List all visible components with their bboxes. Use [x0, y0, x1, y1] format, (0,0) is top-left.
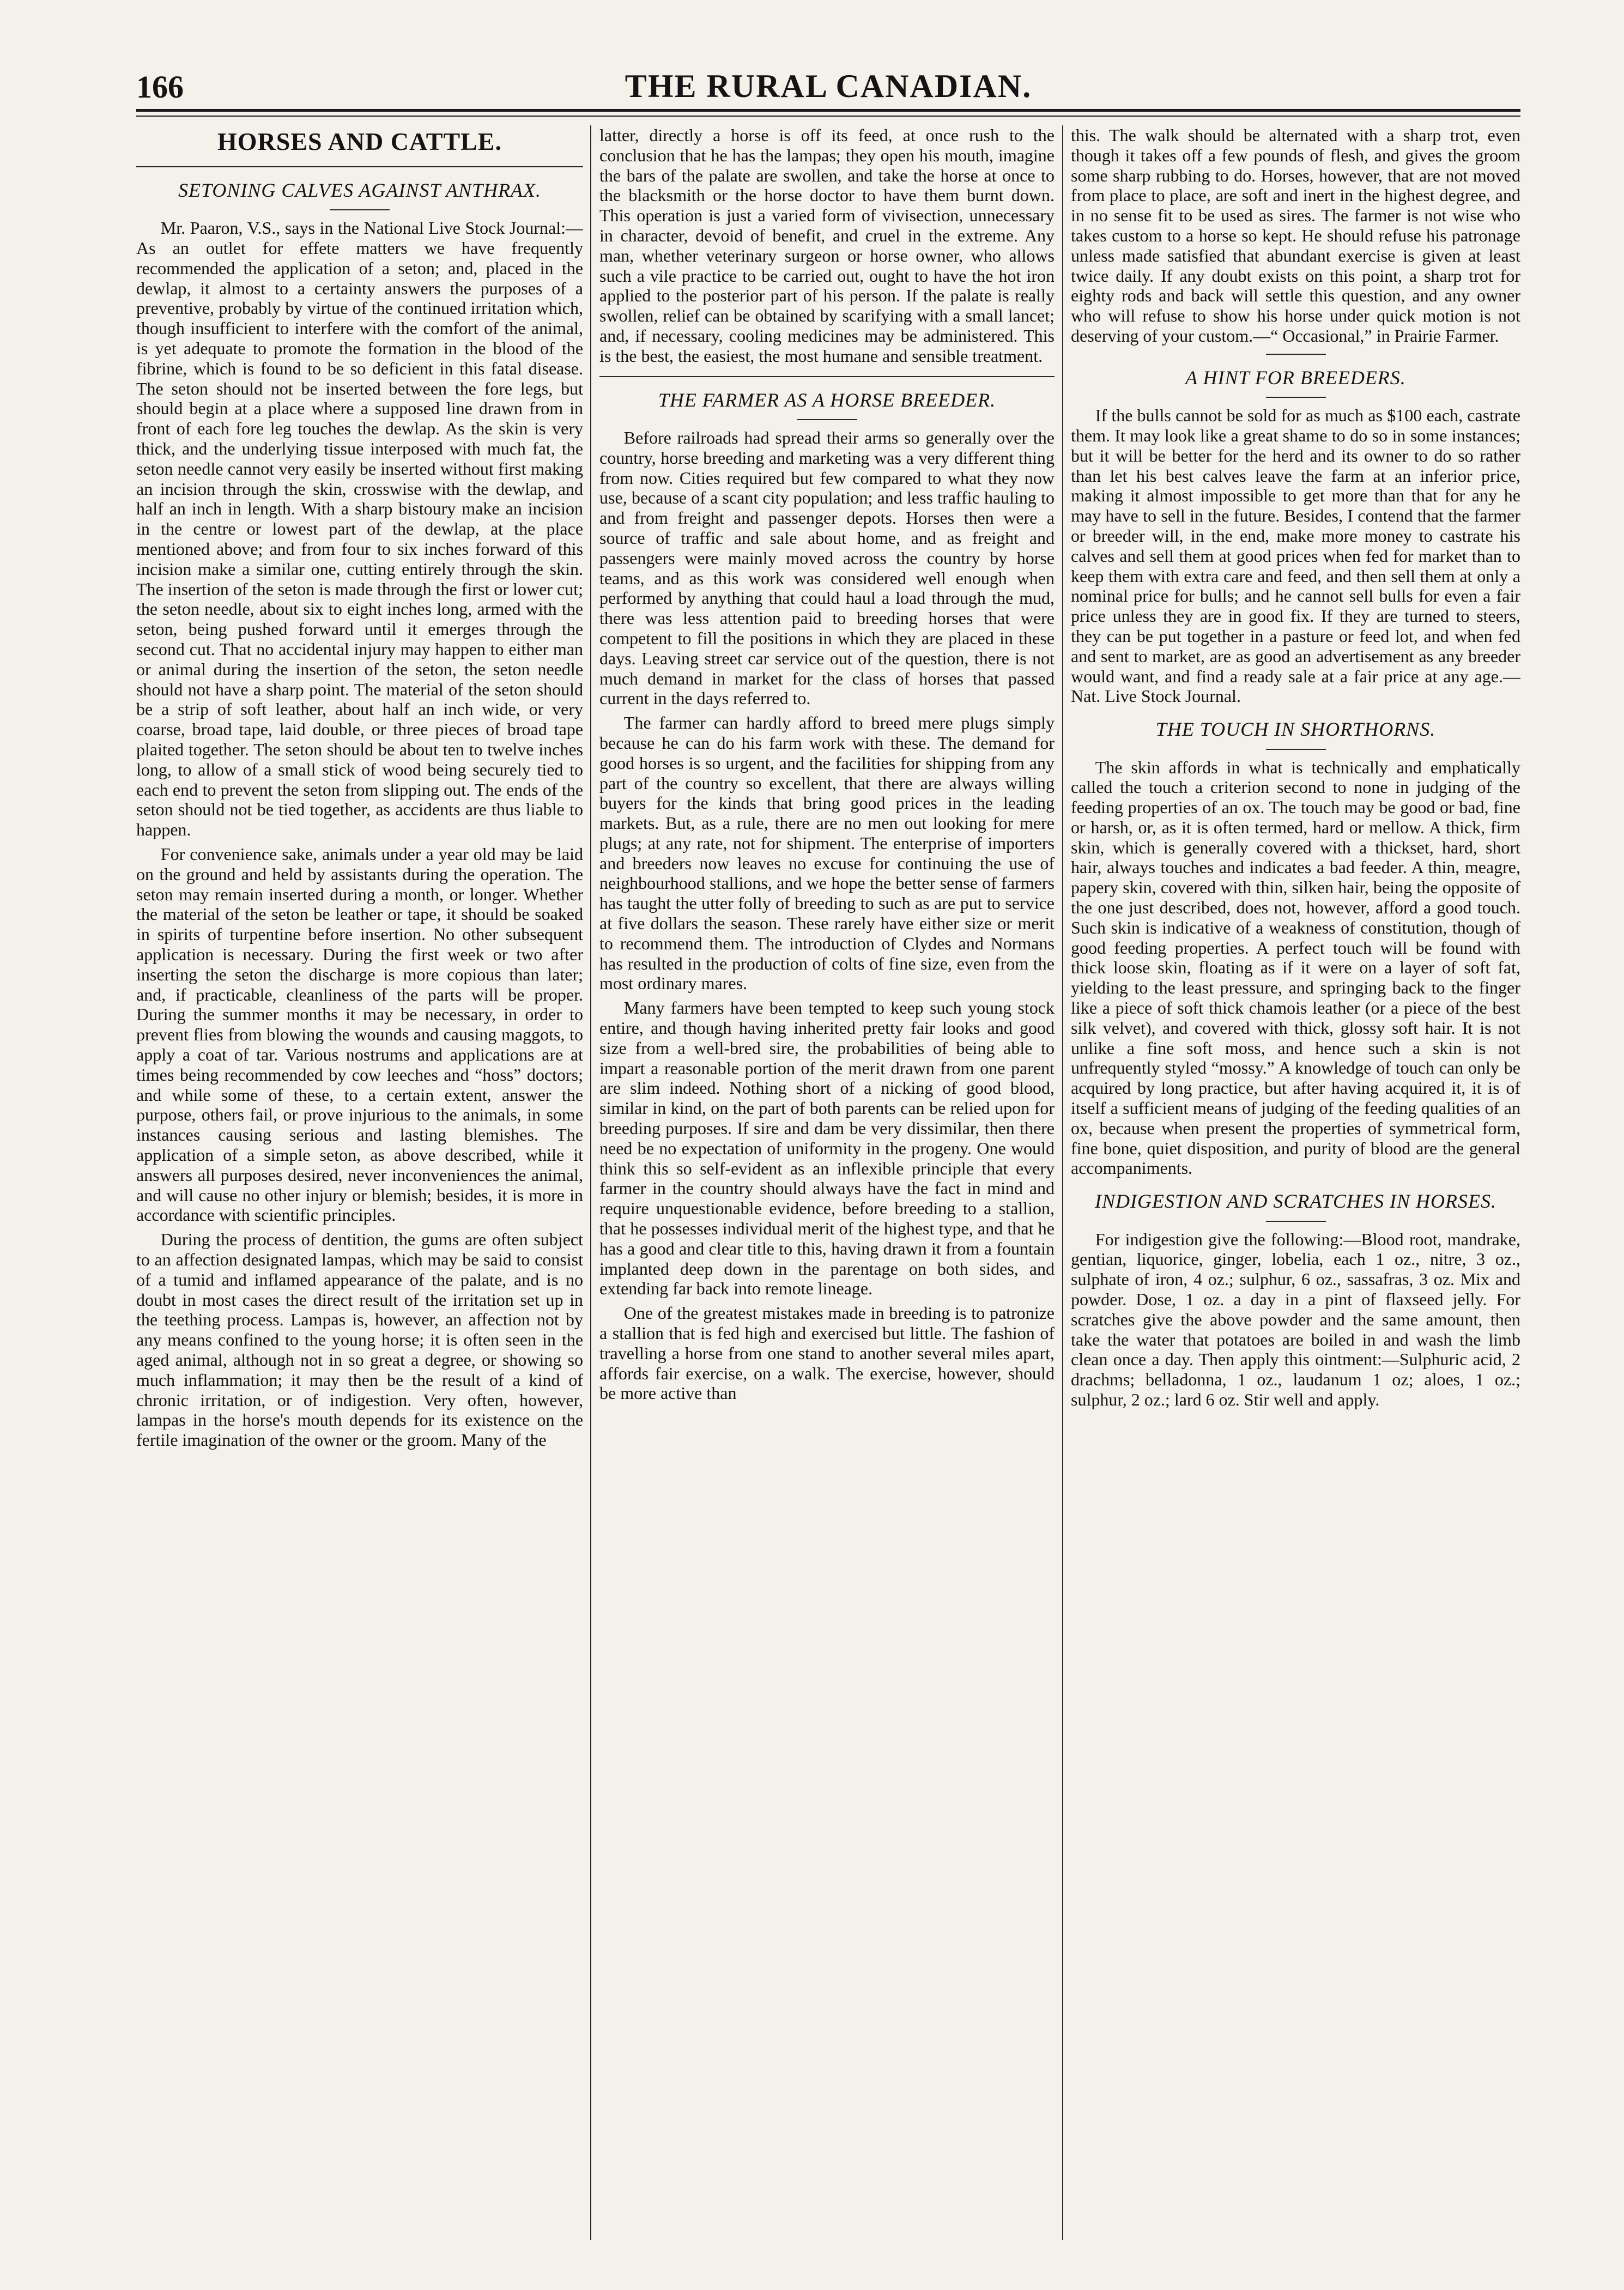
column-2	[599, 125, 1055, 2240]
rule	[599, 376, 1055, 377]
rule	[1266, 749, 1326, 750]
rule	[330, 209, 390, 210]
column-divider	[1062, 125, 1063, 2240]
rule	[1266, 397, 1326, 398]
column-divider	[590, 125, 591, 2240]
header-rule-thin	[136, 116, 1520, 117]
paragraph: The skin affords in what is technically and emphatically called the touch a criterion second to none in judging of the feeding properties of an ox. The touch may be good or bad, fine or harsh, or, as it is often termed, hard or mellow. A thick, firm skin, which is generally covered with a thickset, hard, short hair, always touches and indicates a bad feeder. A thin, meagre, papery skin, covered with thin, silken hair, being the opposite of the one just described, does not, however, afford a good touch. Such skin is indicative of a weakness of constitution, though of good feeding properties. A perfect touch will be found with thick loose skin, floating as if it were on a layer of soft fat, yielding to the least pressure, and springing back to the finger like a piece of soft thick chamois leather (or a piece of the best silk velvet), and covered with thick, glossy soft hair. It is not unlike a fine soft moss, and hence such a skin is not unfrequently styled “mossy.” A knowledge of touch can only be acquired by long practice, but after having acquired it, it is of itself a sufficient means of judging of the feeding qualities of an ox, because when present the properties of symmetrical form, fine bone, quiet disposition, and purity of blood are the general accompaniments.	[1071, 757, 1520, 1178]
paragraph: this. The walk should be alternated with a sharp trot, even though it takes off a few pounds of flesh, and gives the groom some sharp rubbing to do. Horses, however, that are not moved from place to place, are soft and inert in the highest degree, and in no sense fit to be used as sires. The farmer is not wise who takes custom to a horse so kept. He should refuse his patronage unless made satisfied that abundant exercise is given at least twice daily. If any doubt exists on this point, a sharp trot for eighty rods and back will settle this question, and any owner who will refuse to show his horse under quick motion is not deserving of your custom.—“ Occasional,” in Prairie Farmer.	[1071, 125, 1520, 346]
rule	[136, 166, 583, 167]
rule	[1266, 1221, 1326, 1222]
header-rule-thick	[136, 109, 1520, 112]
column-3	[1071, 125, 1520, 2240]
article-heading: THE FARMER AS A HORSE BREEDER.	[658, 389, 996, 411]
page-number: 166	[136, 69, 184, 105]
section-title: HORSES AND CATTLE.	[217, 128, 502, 155]
page-header	[136, 64, 1520, 108]
paragraph: The farmer can hardly afford to breed mere plugs simply because he can do his farm work with these. The demand for good horses is so urgent, and the facilities for shipping from any part of the country so excellent, that there are always willing buyers for the kinds that bring good prices in the leading markets. But, as a rule, there are no men out looking for mere plugs; at any rate, not for shipment. The enterprise of importers and breeders now leaves no excuse for continuing the use of neighbourhood stallions, and we hope the better sense of farmers has taught the utter folly of breeding to such as are put to service at five dollars the season. These rarely have either size or merit to recommend them. The introduction of Clydes and Normans has resulted in the production of colts of fine size, even from the most ordinary mares.	[599, 713, 1055, 993]
article-heading: A HINT FOR BREEDERS.	[1185, 366, 1406, 389]
paragraph: For convenience sake, animals under a year old may be laid on the ground and held by assistants during the operation. The seton may remain inserted during a month, or longer. Whether the material of the seton be leather or tape, it should be soaked in spirits of turpentine before insertion. No other subsequent application is necessary. During the first week or two after inserting the seton the discharge is more copious than later; and, if practicable, cleanliness of the parts will be proper. During the summer months it may be necessary, in order to prevent flies from blowing the wounds and causing maggots, to apply a coat of tar. Various nostrums and applications are at times being recommended by cow leeches and “hoss” doctors; and while some of these, to a certain extent, answer the purpose, others fail, or prove injurious to the animals, in some instances causing serious and lasting blemishes. The application of a simple seton, as above described, while it answers all purposes desired, never inconveniences the animal, and will cause no other injury or blemish; besides, it is more in accordance with scientific principles.	[136, 844, 583, 1225]
column-1	[136, 125, 583, 2240]
paragraph: One of the greatest mistakes made in breeding is to patronize a stallion that is fed high and exercised but little. The fashion of travelling a horse from one stand to another several miles apart, affords fair exercise, on a walk. The exercise, however, should be more active than	[599, 1303, 1055, 1403]
paragraph: For indigestion give the following:—Blood root, mandrake, gentian, liquorice, ginger, lobelia, each 1 oz., nitre, 3 oz., sulphate of iron, 4 oz.; sulphur, 6 oz., sassafras, 3 oz. Mix and powder. Dose, 1 oz. a day in a pint of flaxseed jelly. For scratches give the above powder and the same amount, then take the water that potatoes are boiled in and wash the limb clean once a day. Then apply this ointment:—Sulphuric acid, 2 drachms; belladonna, 1 oz., laudanum 1 oz; aloes, 1 oz.; sulphur, 2 oz.; lard 6 oz. Stir well and apply.	[1071, 1229, 1520, 1409]
paragraph: If the bulls cannot be sold for as much as $100 each, castrate them. It may look like a great shame to do so in some instances; but it will be better for the herd and its owner to do so rather than let his best calves leave the farm at an inferior price, making it almost impossible to get more than that for any he may have to sell in the future. Besides, I contend that the farmer or breeder will, in the end, make more money to castrate his calves and sell them at good prices when fed for market than to keep them with extra care and feed, and then sell them at only a nominal price for bulls; and he cannot sell bulls for even a fair price unless they are in good fix. If they are turned to steers, they can be put together in a pasture or feed lot, and when fed and sent to market, are as good an advertisement as any breeder would want, and find a ready sale at a fair price at any age.—Nat. Live Stock Journal.	[1071, 405, 1520, 706]
paragraph: Many farmers have been tempted to keep such young stock entire, and though having inherited pretty fair looks and good size from a well-bred sire, the probabilities of being able to impart a reasonable portion of the merit drawn from one parent are slim indeed. Nothing short of a nicking of good blood, similar in kind, on the part of both parents can be relied upon for breeding purposes. If sire and dam be very dissimilar, then there need be no expectation of uniformity in the progeny. One would think this so self-evident as an inflexible principle that every farmer in the country should always have the fact in mind and require unquestionable evidence, before breeding to a stallion, that he possesses individual merit of the highest type, and that he has a good and clear title to this, having drawn it from a fountain implanted deep down in the parentage on both sides, and extending far back into remote lineage.	[599, 998, 1055, 1299]
article-heading: INDIGESTION AND SCRATCHES IN HORSES.	[1095, 1190, 1496, 1213]
paragraph: latter, directly a horse is off its feed, at once rush to the conclusion that he has the lampas; they open his mouth, imagine the bars of the palate are swollen, and take the horse at once to the blacksmith or the horse doctor to have them burnt down. This operation is just a varied form of vivisection, unnecessary in character, devoid of benefit, and cruel in the extreme. Any man, whether veterinary surgeon or horse owner, who allows such a vile practice to be carried out, ought to have the hot iron applied to the posterior part of his person. If the palate is really swollen, relief can be obtained by scarifying with a small lancet; and, if necessary, cooling medicines may be administered. This is the best, the easiest, the most humane and sensible treatment.	[599, 125, 1055, 366]
rule	[1266, 354, 1326, 355]
paragraph: During the process of dentition, the gums are often subject to an affection designated lampas, which may be said to consist of a tumid and inflamed appearance of the palate, and is no doubt in most cases the direct result of the irritation set up in the teething process. Lampas is, however, an affection not by any means confined to the young horse; it is often seen in the aged animal, although not in so great a degree, or showing so much inflammation; it may then be the result of a kind of chronic irritation, or of indigestion. Very often, however, lampas in the horse's mouth depends for its existence on the fertile imagination of the owner or the groom. Many of the	[136, 1229, 583, 1450]
running-title: THE RURAL CANADIAN.	[625, 68, 1032, 104]
rule	[797, 419, 857, 420]
paragraph: Mr. Paaron, V.S., says in the National Live Stock Journal:—As an outlet for effete matters we have frequently recommended the application of a seton; and, placed in the dewlap, it almost to a certainty answers the purposes of a preventive, probably by virtue of the continued irritation which, though insufficient to interfere with the comfort of the animal, is yet adequate to promote the formation in the blood of the fibrine, which is found to be so deficient in this fatal disease. The seton should not be inserted between the fore legs, but should begin at a place where a supposed line drawn from in front of each fore leg touches the dewlap. As the skin is very thick, and the underlying tissue interposed with much fat, the seton needle cannot very easily be inserted without first making an incision through the skin, crosswise with the dewlap, and half an inch in length. With a sharp bistoury make an incision in the centre or lowest part of the dewlap, at the place mentioned above; and from four to six inches forward of this incision make a similar one, cutting entirely through the skin. The insertion of the seton is made through the first or lower cut; the seton needle, about six to eight inches long, armed with the seton, being pushed forward until it emerges through the second cut. That no accidental injury may happen to either man or animal during the insertion of the seton, the seton needle should not have a sharp point. The material of the seton should be a strip of soft leather, about half an inch wide, or very coarse, broad tape, laid double, or three pieces of broad tape plaited together. The seton should be about ten to twelve inches long, to allow of a small stick of wood being securely tied to each end to prevent the seton from slipping out. The ends of the seton should not be tied together, as accidents are thus liable to happen.	[136, 218, 583, 840]
paragraph: Before railroads had spread their arms so generally over the country, horse breeding and marketing was a very different thing from now. Cities required but few compared to what they now use, because of a scant city population; and less traffic hauling to and from freight and passenger depots. Horses then were a source of traffic and sale about home, and as freight and passengers were mainly moved across the country by horse teams, and as this work was considered well enough when performed by anything that could haul a load through the mud, there was less attention paid to breeding horses that were competent to fill the positions in which they are placed in these days. Leaving street car service out of the question, there is not much demand in market for the class of horses that passed current in the days referred to.	[599, 427, 1055, 708]
article-heading: SETONING CALVES AGAINST ANTHRAX.	[178, 179, 542, 201]
article-heading: THE TOUCH IN SHORTHORNS.	[1155, 718, 1436, 741]
